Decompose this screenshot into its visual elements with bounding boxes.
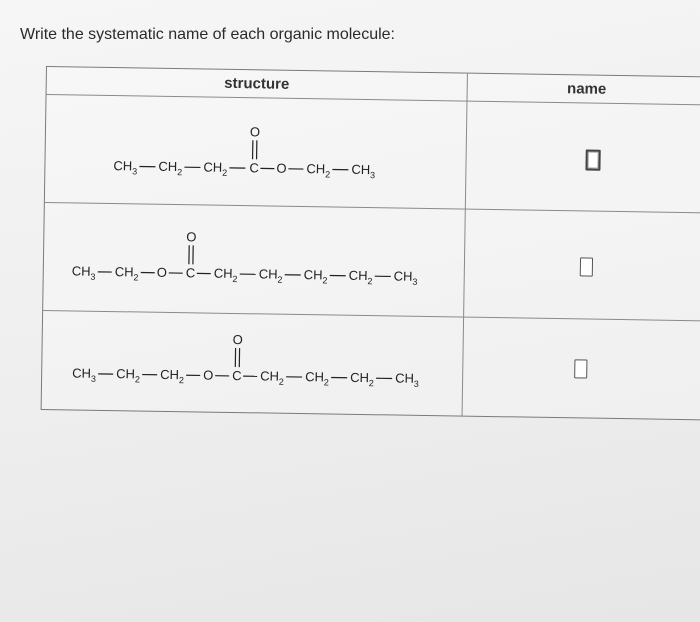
svg-text:CH2: $CH_2$: [348, 267, 373, 287]
svg-text:C: C: [249, 160, 259, 176]
svg-text:O: O: [156, 264, 168, 280]
svg-text:CH2: $CH_2$: [213, 265, 238, 285]
table-row: [43, 203, 700, 321]
answer-table: [41, 66, 700, 420]
name-cell-2: [463, 210, 700, 321]
table-row: [42, 311, 700, 418]
svg-text:C: C: [185, 265, 196, 281]
svg-text:CH2: $CH_2$: [116, 366, 140, 385]
name-cell-1: [465, 102, 700, 213]
svg-text:CH3: $CH_3$: [393, 268, 418, 287]
answer-input-1[interactable]: [585, 149, 600, 170]
answer-input-2[interactable]: [580, 257, 593, 276]
svg-text:CH3: $CH_3$: [71, 263, 96, 282]
svg-text:O: O: [232, 331, 243, 348]
svg-text:CH2: $CH_2$: [260, 368, 284, 387]
svg-text:CH2: $CH_2$: [203, 159, 228, 178]
svg-text:CH2: $CH_2$: [258, 266, 283, 285]
table-row: [45, 95, 700, 213]
name-column-header: name: [566, 80, 607, 98]
svg-text:CH3: $CH_3$: [72, 365, 96, 384]
svg-text:CH2: $CH_2$: [350, 369, 374, 389]
svg-text:CH3: $CH_3$: [351, 161, 376, 181]
structure-column-header: structure: [224, 74, 290, 93]
svg-text:O: O: [249, 124, 261, 140]
molecule-structure-3: [42, 311, 463, 415]
svg-text:CH3: $CH_3$: [113, 158, 138, 177]
svg-text:O: O: [276, 160, 287, 176]
svg-text:CH2: $CH_2$: [303, 267, 328, 286]
molecule-structure-2: [43, 203, 465, 317]
answer-input-3[interactable]: [574, 359, 587, 378]
svg-text:CH2: $CH_2$: [160, 366, 184, 386]
svg-text:CH2: $CH_2$: [114, 264, 139, 283]
svg-text:O: O: [203, 367, 214, 383]
svg-text:CH3: $CH_3$: [395, 370, 419, 389]
svg-text:C: C: [232, 367, 242, 384]
svg-text:CH2: $CH_2$: [306, 161, 331, 180]
name-cell-3: [462, 318, 700, 419]
svg-text:CH2: $CH_2$: [305, 369, 329, 388]
svg-text:CH2: $CH_2$: [158, 158, 183, 178]
molecule-structure-1: [45, 95, 467, 209]
svg-text:O: O: [186, 229, 197, 245]
question-prompt: Write the systematic name of each organic molecule:: [20, 26, 395, 43]
